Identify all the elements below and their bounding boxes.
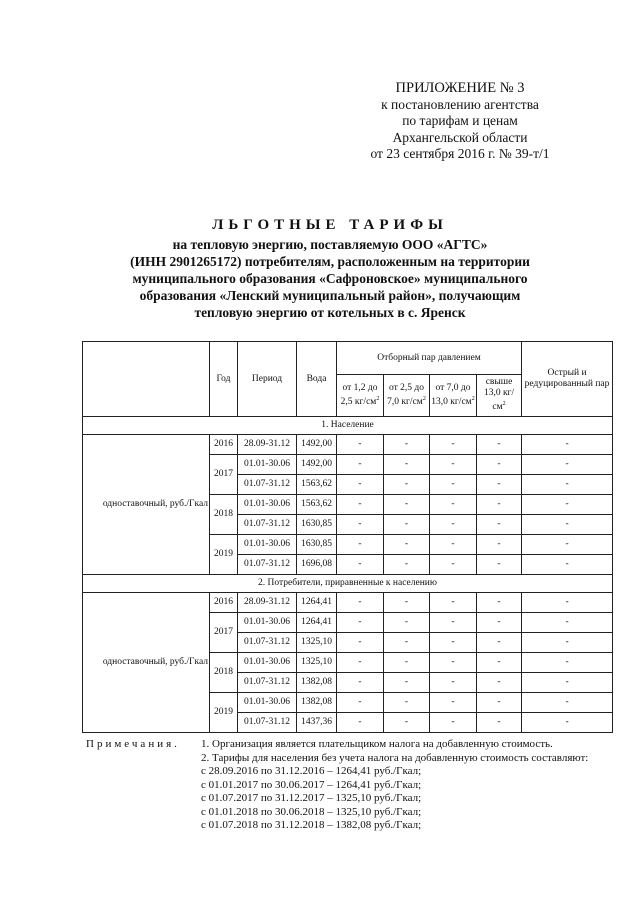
value-cell: - [384,555,430,575]
value-cell: - [384,455,430,475]
value-cell: - [522,475,613,495]
period-cell: 01.01-30.06 [238,653,297,673]
period-cell: 28.09-31.12 [238,593,297,613]
value-cell: - [384,495,430,515]
value-cell: - [522,673,613,693]
value-cell: - [430,515,477,535]
value-cell: - [430,693,477,713]
title-line: тепловую энергию от котельных в с. Яренск [194,305,466,320]
value-cell: - [337,653,384,673]
tariff-table [82,341,613,733]
period-cell: 01.07-31.12 [238,633,297,653]
period-cell: 01.07-31.12 [238,475,297,495]
value-cell: - [430,495,477,515]
value-cell: - [337,515,384,535]
appendix-number: ПРИЛОЖЕНИЕ № 3 [395,80,525,96]
value-cell: - [384,713,430,733]
value-cell: - [477,673,522,693]
year-cell: 2019 [210,535,238,575]
value-cell: - [477,475,522,495]
appendix-line: по тарифам и ценам [402,113,518,128]
value-cell: - [430,653,477,673]
value-cell: - [337,693,384,713]
header-steam: Отборный пар давлением [337,342,522,375]
value-cell: - [430,593,477,613]
period-cell: 01.01-30.06 [238,613,297,633]
period-cell: 01.07-31.12 [238,673,297,693]
note-item: с 01.07.2017 по 31.12.2017 – 1325,10 руб./Гкал; [201,792,422,804]
note-2: 2. Тарифы для населения без учета налога на добавленную стоимость составляют: [201,751,589,764]
value-cell: - [522,593,613,613]
value-cell: - [337,593,384,613]
appendix-line: к постановлению агентства [381,96,539,112]
water-cell: 1264,41 [297,613,337,633]
title-main: ЛЬГОТНЫЕ ТАРИФЫ [212,217,448,233]
note-1: 1. Организация является плательщиком налога на добавленную стоимость. [201,738,553,750]
value-cell: - [522,713,613,733]
header-pressure-3: от 7,0 до 13,0 $кг/см^2$ [430,375,477,417]
value-cell: - [522,515,613,535]
header-pressure-1: от 1,2 до 2,5 $кг/см^2$ [337,375,384,417]
value-cell: - [522,693,613,713]
water-cell: 1382,08 [297,673,337,693]
note-item: с 01.01.2018 по 30.06.2018 – 1325,10 руб./Гкал; [201,805,422,818]
section-title: 2. Потребители, приравненные к населению [83,575,613,593]
year-cell: 2016 [210,435,238,455]
year-cell: 2018 [210,653,238,693]
period-cell: 01.01-30.06 [238,495,297,515]
title-line: образования «Ленский муниципальный район», получающим [139,288,521,303]
value-cell: - [477,613,522,633]
value-cell: - [522,535,613,555]
value-cell: - [337,435,384,455]
section-row [83,575,613,593]
water-cell: 1325,10 [297,633,337,653]
value-cell: - [477,495,522,515]
document-title [120,217,540,321]
rate-label: одноставочный, руб./Гкал [83,593,210,733]
header-period: Период [238,342,297,417]
water-cell: 1563,62 [297,475,337,495]
value-cell: - [384,693,430,713]
header-pressure-4: свыше 13,0 $кг/см^2$ [477,375,522,417]
value-cell: - [477,693,522,713]
value-cell: - [384,535,430,555]
notes-body [201,738,601,833]
value-cell: - [337,555,384,575]
value-cell: - [384,653,430,673]
value-cell: - [430,713,477,733]
water-cell: 1492,00 [297,435,337,455]
year-cell: 2017 [210,613,238,653]
section-title: 1. Население [83,417,613,435]
period-cell: 01.01-30.06 [238,455,297,475]
value-cell: - [384,435,430,455]
period-cell: 01.07-31.12 [238,713,297,733]
appendix-header [330,80,590,163]
water-cell: 1325,10 [297,653,337,673]
year-cell: 2019 [210,693,238,733]
water-cell: 1264,41 [297,593,337,613]
period-cell: 01.07-31.12 [238,555,297,575]
value-cell: - [337,455,384,475]
value-cell: - [337,713,384,733]
value-cell: - [477,633,522,653]
water-cell: 1563,62 [297,495,337,515]
value-cell: - [522,653,613,673]
period-cell: 28.09-31.12 [238,435,297,455]
note-item: с 01.01.2017 по 30.06.2017 – 1264,41 руб./Гкал; [201,778,422,791]
header-water: Вода [297,342,337,417]
period-cell: 01.07-31.12 [238,515,297,535]
table-row [83,593,613,613]
value-cell: - [337,535,384,555]
header-sharp-steam: Острый и редуцированный пар [522,342,613,417]
water-cell: 1492,00 [297,455,337,475]
value-cell: - [522,495,613,515]
value-cell: - [430,555,477,575]
value-cell: - [337,475,384,495]
notes-heading: Примечания. [86,738,180,750]
value-cell: - [430,455,477,475]
value-cell: - [384,673,430,693]
water-cell: 1630,85 [297,515,337,535]
title-line: (ИНН 2901265172) потребителям, расположенным на территории [130,254,530,269]
year-cell: 2017 [210,455,238,495]
note-item: с 01.07.2018 по 31.12.2018 – 1382,08 руб./Гкал; [201,819,422,831]
appendix-date: от 23 сентября 2016 г. № 39-т/1 [370,146,550,161]
value-cell: - [477,555,522,575]
value-cell: - [477,455,522,475]
table-row [83,435,613,455]
value-cell: - [477,653,522,673]
rate-label: одноставочный, руб./Гкал [83,435,210,575]
value-cell: - [477,515,522,535]
value-cell: - [337,633,384,653]
water-cell: 1382,08 [297,693,337,713]
value-cell: - [430,673,477,693]
value-cell: - [477,535,522,555]
header-blank [83,342,210,417]
value-cell: - [430,535,477,555]
value-cell: - [384,633,430,653]
value-cell: - [477,593,522,613]
title-line: на тепловую энергию, поставляемую ООО «АГТС» [172,237,488,252]
appendix-line: Архангельской области [392,129,528,145]
value-cell: - [430,633,477,653]
title-line: муниципального образования «Сафроновское» муниципального [132,271,528,286]
value-cell: - [337,613,384,633]
value-cell: - [384,475,430,495]
period-cell: 01.01-30.06 [238,693,297,713]
header-row [83,342,613,375]
value-cell: - [522,613,613,633]
value-cell: - [430,613,477,633]
header-year: Год [210,342,238,417]
value-cell: - [522,555,613,575]
period-cell: 01.01-30.06 [238,535,297,555]
value-cell: - [337,673,384,693]
value-cell: - [384,613,430,633]
value-cell: - [430,435,477,455]
water-cell: 1630,85 [297,535,337,555]
year-cell: 2016 [210,593,238,613]
value-cell: - [430,475,477,495]
note-item: с 28.09.2016 по 31.12.2016 – 1264,41 руб./Гкал; [201,765,422,777]
value-cell: - [522,435,613,455]
header-pressure-2: от 2,5 до 7,0 $кг/см^2$ [384,375,430,417]
value-cell: - [337,495,384,515]
value-cell: - [522,455,613,475]
water-cell: 1437,36 [297,713,337,733]
value-cell: - [477,435,522,455]
value-cell: - [477,713,522,733]
year-cell: 2018 [210,495,238,535]
water-cell: 1696,08 [297,555,337,575]
value-cell: - [384,515,430,535]
value-cell: - [384,593,430,613]
section-row [83,417,613,435]
value-cell: - [522,633,613,653]
